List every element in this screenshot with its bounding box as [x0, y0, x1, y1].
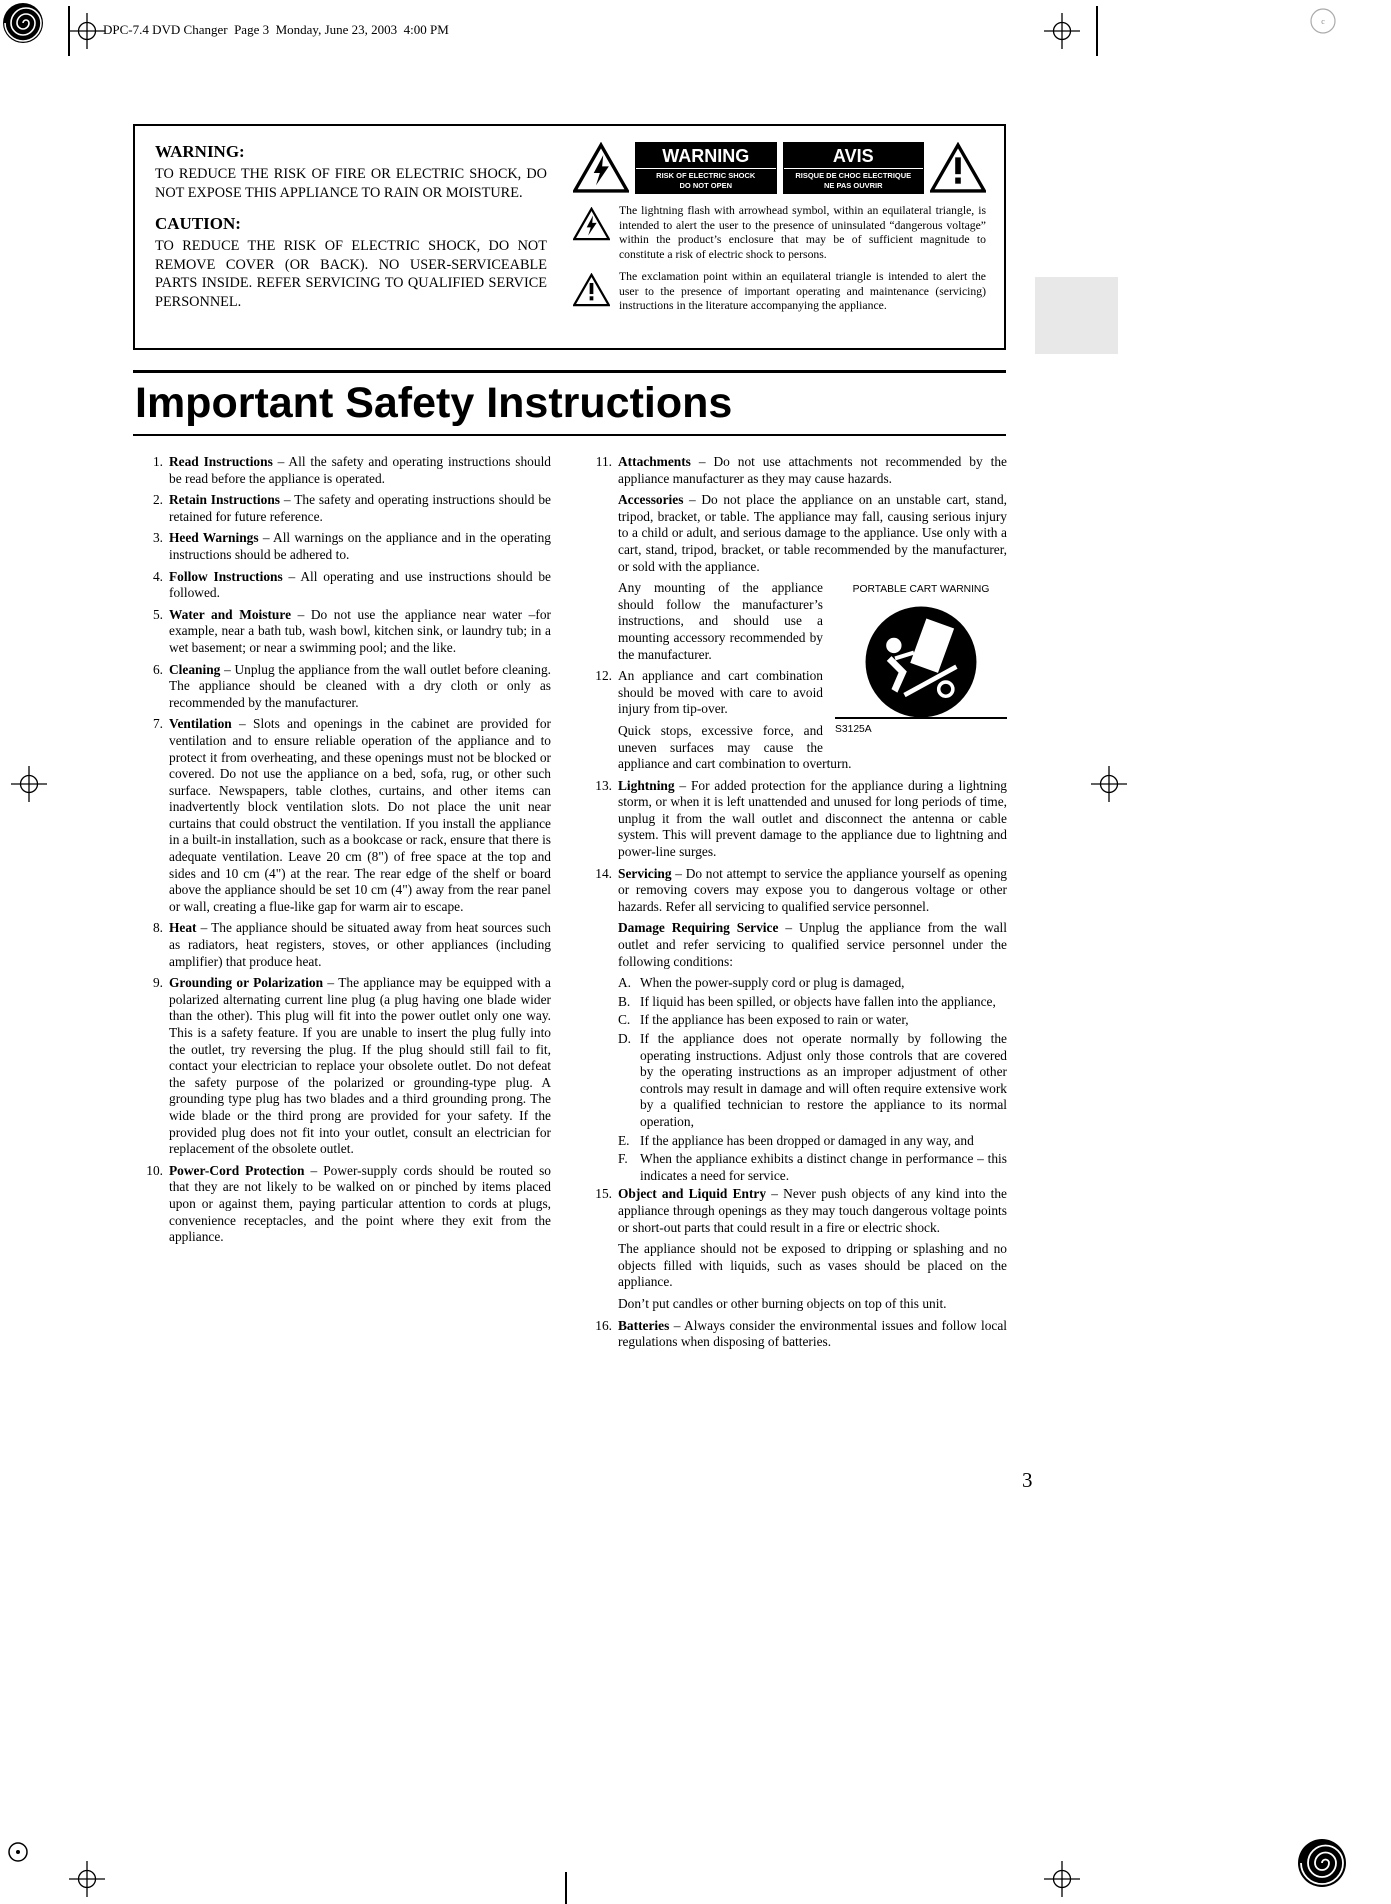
item-keyword: Retain Instructions	[169, 492, 281, 508]
instruction-paragraph: Quick stops, excessive force, and uneven surfaces may cause the appliance and cart combination to overturn.	[618, 722, 852, 772]
instruction-paragraph: 10. Power-Cord Protection – Power-supply cords should be routed so that they are not likely to be walked on or pinched by items placed upon or against them, paying particular attention to cords at plugs, convenience receptacles, and the point where they exit from the appliance.	[137, 1163, 551, 1246]
lightning-triangle-icon	[573, 142, 629, 194]
item-keyword: Servicing	[618, 865, 672, 881]
item-keyword: Cleaning	[169, 661, 221, 677]
item-number: 14.	[595, 865, 612, 881]
item-number: 3.	[152, 530, 163, 546]
corner-circle-mark	[1308, 6, 1338, 36]
exclamation-note-text: The exclamation point within an equilateral triangle is intended to alert the user to the presence of important operating and maintenance (servicing) instructions in the literature accompanying the appliance.	[619, 269, 986, 313]
item-number: 15.	[595, 1186, 612, 1202]
caution-text: TO REDUCE THE RISK OF ELECTRIC SHOCK, DO NOT REMOVE COVER (OR BACK). NO USER-SERVICEABLE PARTS INSIDE. REFER SERVICING TO QUALIFIED SERVICE PERSONNEL.	[155, 238, 547, 310]
item-keyword: Accessories	[618, 492, 684, 508]
pinwheel-mark	[2, 2, 44, 44]
avis-label-line1: RISQUE DE CHOC ELECTRIQUE	[795, 171, 912, 180]
item-number: 11.	[595, 454, 612, 469]
instruction-paragraph: 4. Follow Instructions – All operating and use instructions should be followed.	[137, 569, 551, 602]
registration-mark	[69, 13, 105, 49]
registration-mark	[1044, 1861, 1080, 1897]
cart-tip-icon	[862, 603, 980, 721]
item-number: 5.	[152, 606, 163, 622]
item-keyword: Attachments	[618, 454, 691, 469]
subitem-letter: F.	[618, 1151, 628, 1167]
instruction-subitem: B. If liquid has been spilled, or objects have fallen into the appliance,	[618, 993, 996, 1009]
warning-text: TO REDUCE THE RISK OF FIRE OR ELECTRIC SHOCK, DO NOT EXPOSE THIS APPLIANCE TO RAIN OR MOISTURE.	[155, 166, 547, 201]
item-keyword: Lightning	[618, 777, 675, 793]
subitem-letter: E.	[618, 1132, 630, 1148]
hazard-label-row	[573, 142, 986, 194]
warning-box-text-column	[155, 142, 547, 336]
instruction-paragraph: 12. An appliance and cart combination should be moved with care to avoid injury from tip-over.	[586, 668, 1007, 718]
crop-mark	[1096, 6, 1098, 56]
avis-label-title: AVIS	[784, 145, 924, 169]
caution-heading: CAUTION:	[155, 214, 241, 234]
item-number: 9.	[152, 975, 163, 991]
instruction-paragraph: 1. Read Instructions – All the safety and operating instructions should be read before the appliance is operated.	[137, 454, 551, 487]
item-number: 2.	[152, 492, 163, 508]
item-keyword: Grounding or Polarization	[169, 975, 324, 991]
item-number: 12.	[595, 668, 612, 684]
subitem-letter: C.	[618, 1012, 631, 1028]
warning-label-line1: RISK OF ELECTRIC SHOCK	[656, 171, 756, 180]
subitem-letter: D.	[618, 1031, 632, 1046]
instruction-subitem: C. If the appliance has been exposed to rain or water,	[618, 1012, 909, 1028]
instruction-subitem: A. When the power-supply cord or plug is damaged,	[618, 975, 905, 991]
instruction-paragraph: Damage Requiring Service – Unplug the appliance from the wall outlet and refer servicing to qualified service personnel under the following conditions:	[618, 920, 1007, 969]
item-number: 10.	[146, 1162, 163, 1178]
avis-label-sublines	[784, 169, 924, 191]
instruction-paragraph: 5. Water and Moisture – Do not use the appliance near water –for example, near a bath tub, wash bowl, kitchen sink, or laundry tub; in a wet basement; or near a swimming pool; and the like.	[137, 607, 551, 657]
instruction-paragraph: PORTABLE CART WARNING S3125A Any mounting of the appliance should follow the manufacturer’s instructions, and should use a mounting accessory recommended by the manufacturer.	[586, 580, 1007, 663]
page-number: 3	[1022, 1468, 1033, 1492]
edge-tab	[1035, 277, 1118, 354]
instruction-paragraph: 13. Lightning – For added protection for the appliance during a lightning storm, or when it is left unattended and unused for long periods of time, unplug it from the wall outlet and disconnect the antenna or cable system. This will prevent damage to the appliance due to lightning and power-line surges.	[586, 778, 1007, 861]
item-keyword: Batteries	[618, 1317, 670, 1333]
pinwheel-mark	[1297, 1838, 1347, 1888]
item-keyword: Heat	[169, 920, 197, 936]
warning-label-line2: DO NOT OPEN	[679, 180, 732, 190]
cart-warning-label: PORTABLE CART WARNING	[852, 584, 990, 596]
lightning-triangle-icon	[573, 207, 610, 241]
lightning-note-row	[573, 204, 986, 263]
instruction-subitem: E. If the appliance has been dropped or damaged in any way, and	[618, 1132, 974, 1148]
instruction-paragraph: 9. Grounding or Polarization – The appliance may be equipped with a polarized alternating current line plug (a plug having one blade wider than the other). This plug will fit into the power outlet only one way. This is a safety feature. If you are unable to insert the plug fully into the outlet, try reversing the plug. If the plug should still fail to fit, contact your electrician to replace your obsolete outlet. Do not defeat the safety purpose of the polarized or grounding-type plug. A grounding type plug has two blades and a third grounding prong. The wide blade or the third prong are provided for your safety. If the provided plug does not fit into your outlet, consult an electrician for replacement of the obsolete outlet.	[137, 975, 551, 1158]
instruction-paragraph: 3. Heed Warnings – All warnings on the appliance and in the operating instructions should be adhered to.	[137, 530, 551, 563]
instruction-paragraph: 16. Batteries – Always consider the environmental issues and follow local regulations when disposing of batteries.	[586, 1318, 1007, 1351]
avis-label-line2: NE PAS OUVRIR	[823, 180, 883, 190]
registration-mark	[1044, 13, 1080, 49]
instruction-paragraph: 15. Object and Liquid Entry – Never push objects of any kind into the appliance through openings as they may touch dangerous voltage points or short-out parts that could result in a fire or electric shock.	[586, 1186, 1007, 1236]
punch-mark	[6, 1840, 30, 1864]
item-keyword: Ventilation	[169, 716, 232, 732]
item-number: 6.	[152, 661, 163, 677]
svg-text:c: c	[1321, 17, 1325, 26]
instruction-paragraph: The appliance should not be exposed to dripping or splashing and no objects filled with liquids, such as vases should be placed on the appliance.	[618, 1241, 1007, 1290]
item-keyword: Heed Warnings	[169, 530, 259, 546]
registration-mark	[11, 766, 47, 802]
instruction-paragraph: 8. Heat – The appliance should be situated away from heat sources such as radiators, heat registers, stoves, or other appliances (including amplifier) that produce heat.	[137, 920, 551, 970]
warning-label-box	[635, 142, 777, 194]
lightning-note-text: The lightning flash with arrowhead symbol, within an equilateral triangle, is intended to alert the user to the presence of uninsulated “dangerous voltage” within the product’s enclosure that may be of sufficient magnitude to constitute a risk of electric shock to persons.	[619, 204, 986, 262]
item-number: 16.	[595, 1317, 612, 1333]
subitem-letter: A.	[618, 975, 632, 991]
item-keyword: Water and Moisture	[169, 606, 292, 622]
instructions-right-column	[586, 454, 1007, 1356]
registration-mark	[1091, 766, 1127, 802]
warning-label-title: WARNING	[636, 145, 776, 169]
portable-cart-warning-figure	[835, 582, 1007, 738]
item-keyword: Damage Requiring Service	[618, 920, 779, 936]
warning-heading: WARNING:	[155, 142, 245, 161]
instruction-paragraph: Accessories – Do not place the appliance on an unstable cart, stand, tripod, bracket, or table. The appliance may fall, causing serious injury to a child or adult, and serious damage to the appliance. Use only with a cart, stand, tripod, bracket, or table recommended by the manufacturer, or sold with the appliance.	[618, 492, 1007, 574]
exclamation-note-row	[573, 270, 986, 314]
item-keyword: Power-Cord Protection	[169, 1162, 305, 1178]
warning-label-sublines	[636, 169, 776, 191]
item-number: 8.	[152, 920, 163, 936]
instruction-paragraph: 2. Retain Instructions – The safety and operating instructions should be retained for future reference.	[137, 492, 551, 525]
instruction-paragraph: Don’t put candles or other burning objects on top of this unit.	[618, 1295, 947, 1311]
warning-box-symbol-column	[573, 142, 986, 336]
item-keyword: Follow Instructions	[169, 568, 283, 584]
exclamation-triangle-icon	[930, 142, 986, 194]
subitem-letter: B.	[618, 993, 631, 1009]
page-title: Important Safety Instructions	[135, 379, 733, 427]
item-number: 7.	[152, 716, 163, 732]
item-number: 13.	[595, 777, 612, 793]
crop-mark	[565, 1872, 567, 1904]
print-job-header: DPC-7.4 DVD Changer Page 3 Monday, June 23, 2003 4:00 PM	[103, 22, 449, 37]
item-keyword: Read Instructions	[169, 454, 273, 469]
instruction-subitem: D. If the appliance does not operate normally by following the operating instructions. Adjust only those controls that are covered by the operating instructions as an improper adjustment of other controls may result in damage and will often require extensive work by a qualified technician to restore the appliance to its normal operation,	[618, 1031, 1007, 1129]
exclamation-triangle-icon	[573, 273, 610, 307]
item-number: 1.	[152, 454, 163, 469]
registration-mark	[69, 1861, 105, 1897]
title-block	[133, 370, 1006, 436]
instructions-left-column	[137, 454, 551, 1251]
instruction-paragraph: 14. Servicing – Do not attempt to service the appliance yourself as opening or removing covers may expose you to dangerous voltage or other hazards. Refer all servicing to qualified service personnel.	[586, 866, 1007, 916]
instruction-paragraph: 11. Attachments – Do not use attachments not recommended by the appliance manufacturer as they may cause hazards.	[586, 454, 1007, 487]
item-keyword: Object and Liquid Entry	[618, 1186, 767, 1202]
cart-figure-code: S3125A	[835, 723, 872, 735]
instruction-subitem: F. When the appliance exhibits a distinct change in performance – this indicates a need for service.	[618, 1151, 1007, 1183]
avis-label-box	[783, 142, 925, 194]
item-number: 4.	[152, 568, 163, 584]
instruction-paragraph: 7. Ventilation – Slots and openings in the cabinet are provided for ventilation and to ensure reliable operation of the appliance and to protect it from overheating, and these openings must not be blocked or covered. Do not use the appliance on a bed, sofa, rug, or other such surface. Newspapers, table clothes, curtains, and other items can inadvertently block ventilation slots. Do not place the unit near curtains that could obstruct the ventilation. If you install the appliance in a built-in installation, such as a bookcase or rack, ensure that there is adequate ventilation. Leave 20 cm (8") of free space at the top and sides and 10 cm (4") at the rear. The rear edge of the shelf or board above the appliance should be set 10 cm (4") away from the rear panel or wall, creating a flue-like gap for warm air to escape.	[137, 716, 551, 915]
warning-box	[133, 124, 1006, 350]
instruction-paragraph: 6. Cleaning – Unplug the appliance from the wall outlet before cleaning. The appliance should be cleaned with a dry cloth or only as recommended by the manufacturer.	[137, 662, 551, 712]
